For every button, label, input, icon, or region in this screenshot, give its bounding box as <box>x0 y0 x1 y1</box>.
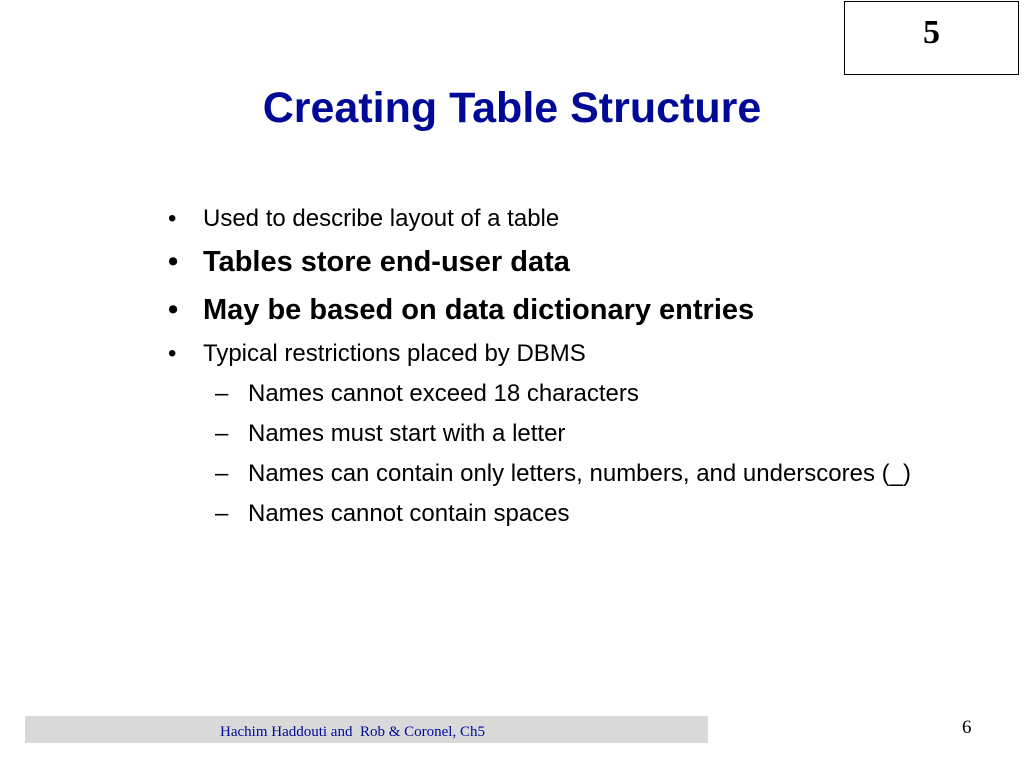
bullet-marker: • <box>168 205 177 232</box>
sub-bullet-marker: – <box>215 460 229 487</box>
footer-authors: Hachim Haddouti and Rob & Coronel, Ch5 <box>220 724 485 740</box>
sub-bullet-text: Names cannot contain spaces <box>248 500 570 527</box>
sub-bullet-item <box>160 454 1000 494</box>
sub-bullet-text: Names must start with a letter <box>248 420 566 447</box>
bullet-text: May be based on data dictionary entries <box>203 294 755 326</box>
sub-bullet-text: Names cannot exceed 18 characters <box>248 380 639 407</box>
bullet-marker: • <box>168 340 177 367</box>
sub-bullet-item <box>160 494 1000 534</box>
bullet-item <box>160 200 1000 238</box>
sub-bullet-item <box>160 374 1000 414</box>
sub-bullet-text: Names can contain only letters, numbers, and underscores (_) <box>248 460 911 487</box>
bullet-text: Used to describe layout of a table <box>203 205 560 232</box>
bullet-item <box>160 334 1000 374</box>
bullet-list <box>160 200 1000 534</box>
bullet-item <box>160 238 1000 286</box>
chapter-number-box <box>844 1 1019 75</box>
sub-bullet-marker: – <box>215 500 229 527</box>
page-number: 6 <box>962 717 972 738</box>
sub-bullet-marker: – <box>215 420 229 447</box>
bullet-text: Tables store end-user data <box>203 246 570 278</box>
sub-bullet-item <box>160 414 1000 454</box>
sub-bullet-marker: – <box>215 380 229 407</box>
bullet-marker: • <box>168 294 179 326</box>
chapter-number: 5 <box>923 14 940 51</box>
bullet-text: Typical restrictions placed by DBMS <box>203 340 586 367</box>
slide-title: Creating Table Structure <box>262 84 762 132</box>
bullet-item <box>160 286 1000 334</box>
bullet-marker: • <box>168 246 179 278</box>
